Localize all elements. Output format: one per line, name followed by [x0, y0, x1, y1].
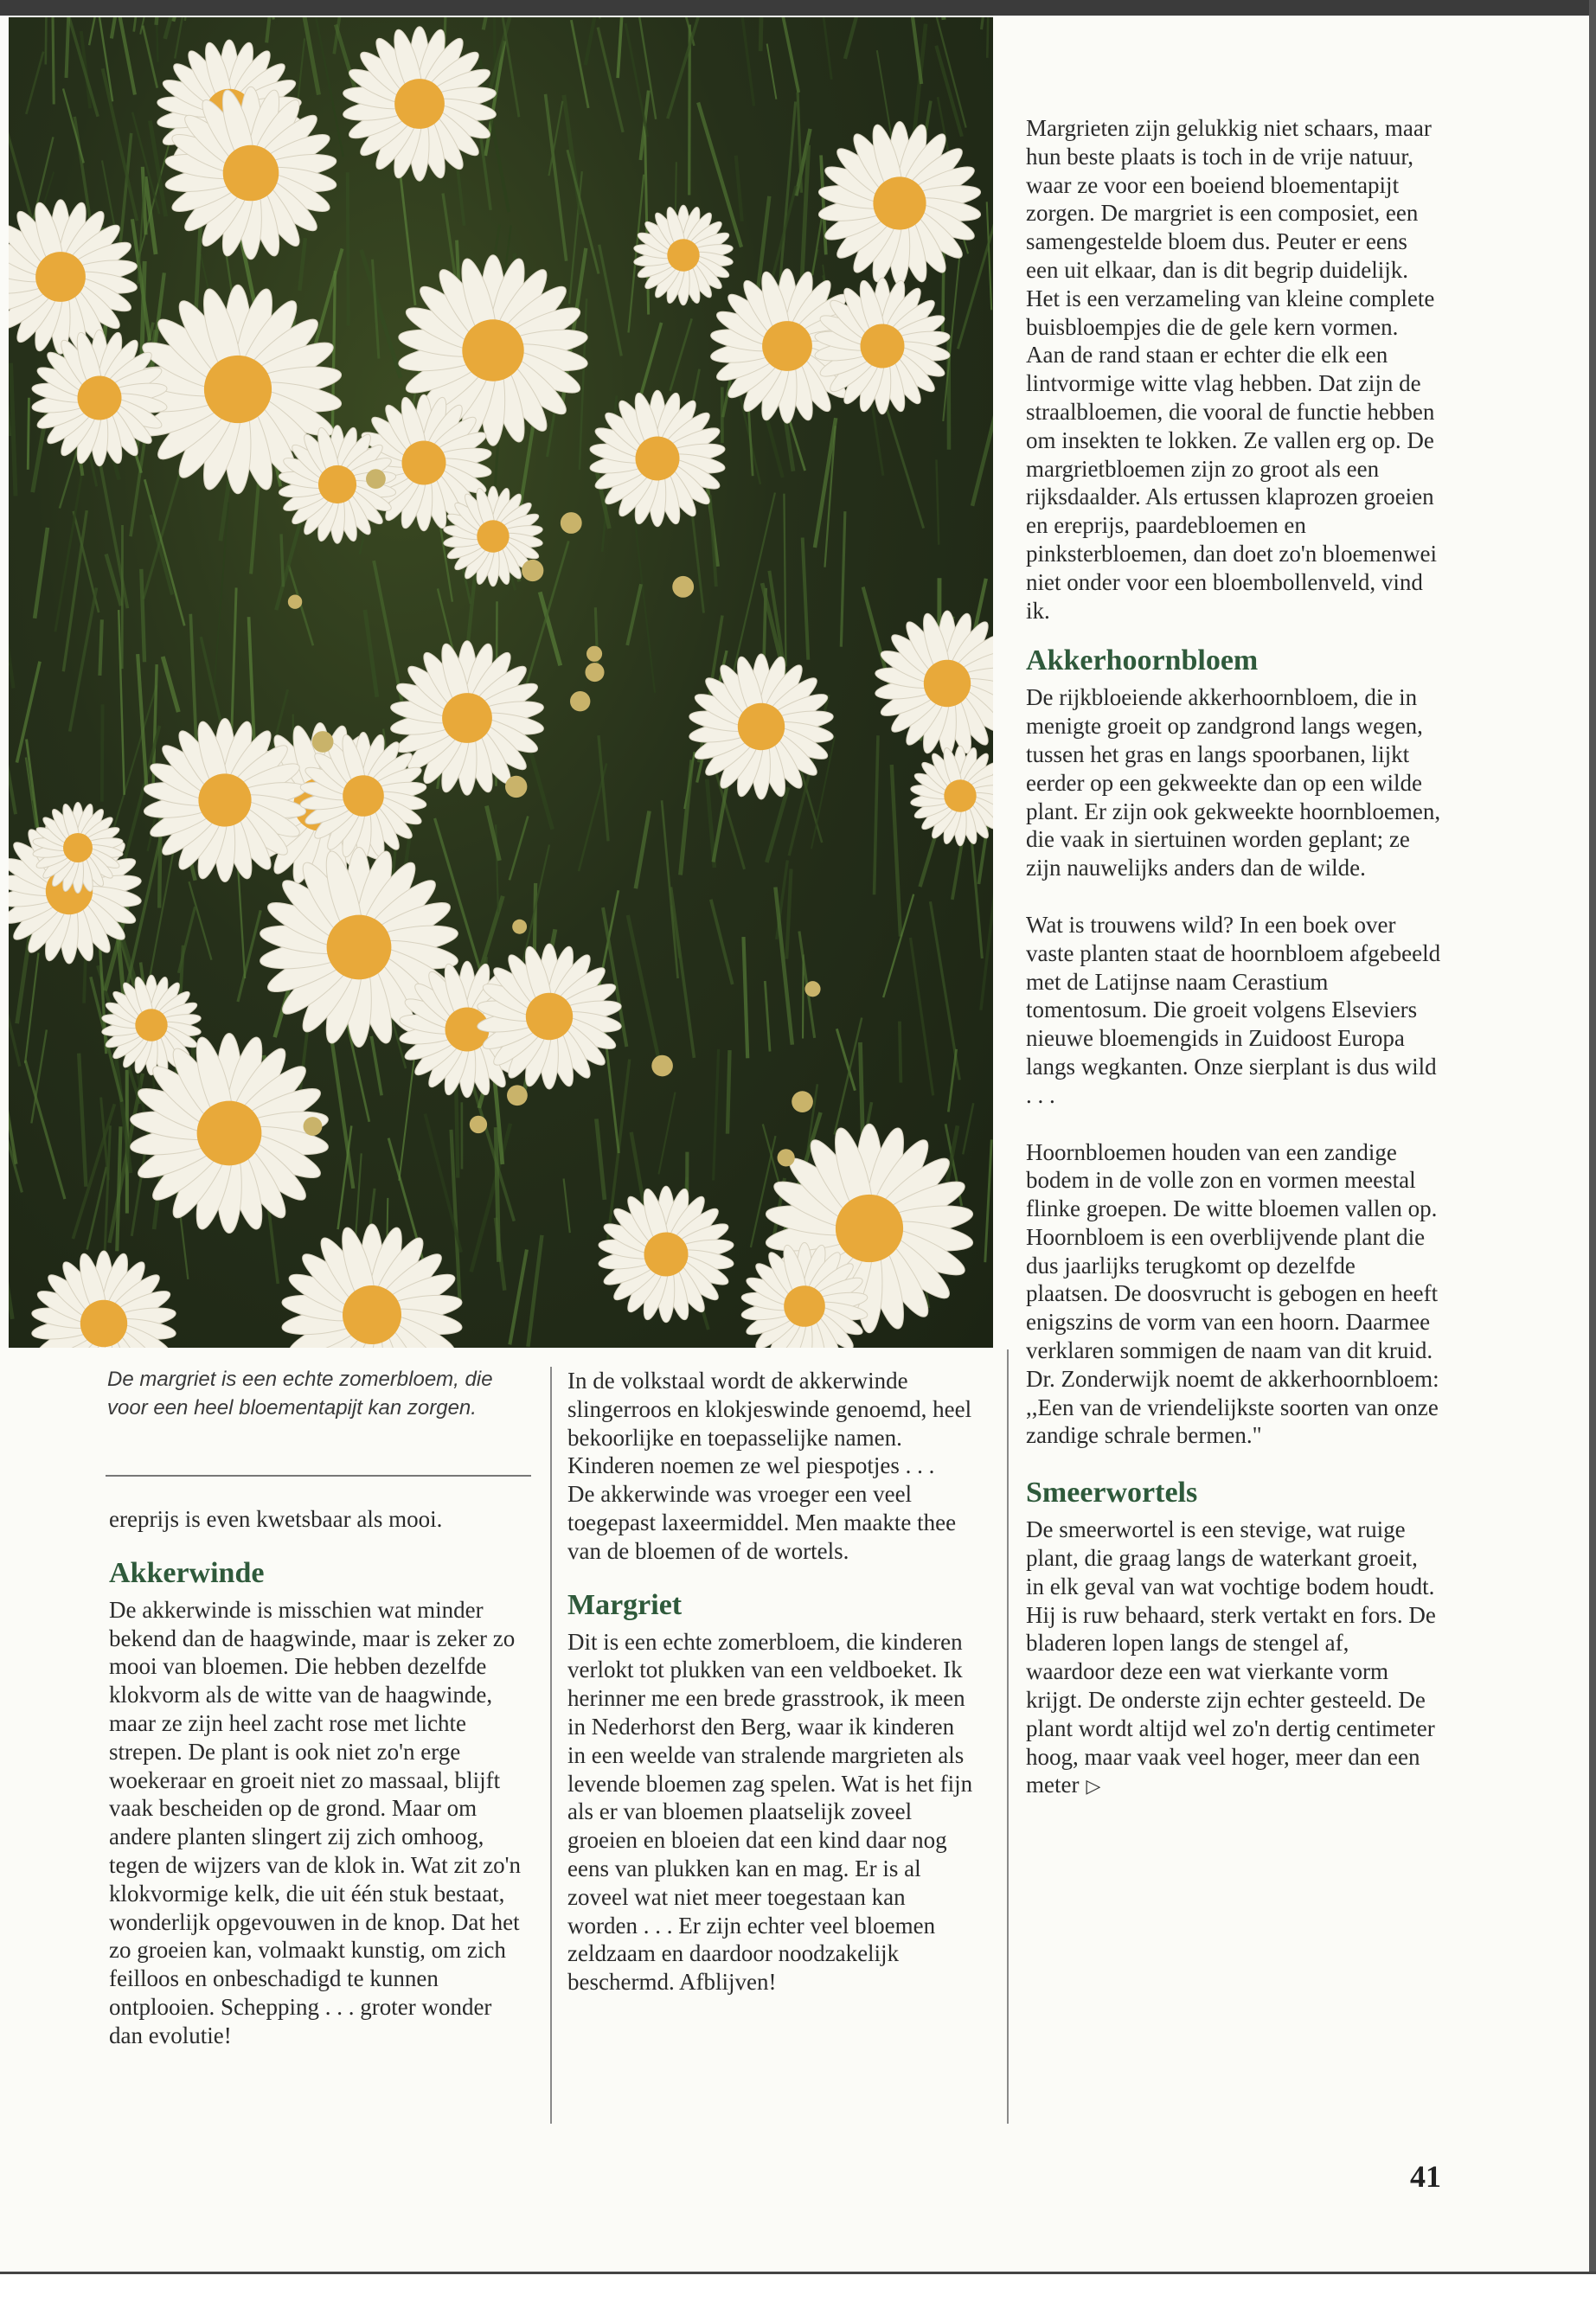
daisy-flower [9, 200, 138, 355]
grass-blade [875, 735, 878, 894]
grass-blade [178, 907, 195, 973]
grass-blade [636, 811, 650, 888]
akkerwinde-laxative-paragraph: De akkerwinde was vroeger een veel toegepast laxeermiddel. Men maakte thee van de bloemen of de wortels. [567, 1481, 957, 1564]
left-intro-line: ereprijs is even kwetsbaar als mooi. [109, 1506, 443, 1532]
grass-blade [151, 515, 173, 595]
grass-blade [596, 1118, 604, 1199]
grass-blade [26, 52, 43, 114]
daisy-flower [598, 1186, 735, 1323]
daisy-bud [585, 663, 604, 682]
margriet-paragraph: Dit is een echte zomerbloem, die kinderen verlokt tot plukken van een veldboeket. Ik herinner me een brede grasstrook, ik meen in Nederhorst den Berg, waar ik kinderen in een weelde van stralende margrieten als levende bloemen zag spelen. Wat is het fijn als er van bloemen plaatselijk zoveel groeien en bloeien dat een kind daar nog eens van plukken kan en mag. Er is al zoveel wat niet meer toegestaan kan worden . . . Er zijn echter veel bloemen zeldzaam en daardoor noodzakelijk beschermd. Afblijven! [567, 1628, 973, 1996]
page-number: 41 [1410, 2159, 1441, 2194]
grass-blade [910, 938, 933, 1095]
grass-blade [734, 492, 775, 671]
grass-blade [117, 1126, 120, 1251]
daisy-bud [804, 981, 820, 997]
grass-blade [185, 17, 193, 21]
grass-blade [9, 984, 16, 1164]
grass-blade [711, 900, 733, 984]
daisy-bud [522, 560, 543, 581]
grass-blade [627, 584, 641, 645]
grass-blade [113, 17, 135, 94]
grass-blade [760, 17, 763, 51]
grass-blade [765, 981, 770, 1052]
grass-blade [933, 17, 944, 20]
grass-blade [251, 481, 259, 574]
grass-blade [714, 1049, 719, 1180]
akkerwinde-names-paragraph: In de volkstaal wordt de akkerwinde slingerroos en klokjeswinde genoemd, heel bekoorlijke en toepasselijke namen. Kinderen noemen ze wel piespotjes . . . [567, 1368, 972, 1479]
grass-blade [599, 17, 612, 18]
daisy-bud [512, 920, 527, 934]
daisy-flower [342, 27, 497, 182]
daisy-flower [874, 611, 993, 756]
daisy-flower [910, 746, 993, 846]
grass-blade [751, 1136, 776, 1247]
grass-blade [144, 463, 183, 599]
grass-blade [670, 887, 694, 1057]
grass-blade [658, 1093, 675, 1175]
daisy-bud [672, 576, 694, 598]
grass-blade [400, 167, 415, 305]
smeerwortels-heading: Smeerwortels [1026, 1477, 1198, 1509]
grass-blade [767, 44, 777, 99]
column-divider-right [1007, 1349, 1009, 2124]
daisy-flower [280, 1224, 464, 1348]
akkerhoornbloem-paragraph-3: Hoornbloemen houden van een zandige bodem in de volle zon en vormen meestal flinke groepen. De witte bloemen vallen op. Hoornbloem is een overblijvende plant die dus jaarlijks terugkomt op dezelfde plaatsen. De doosvrucht is gebogen en heeft enigszins de vorm van een hoorn. Daarmee verklaren sommigen de naam van dit kruid. Dr. Zonderwijk noemt de akkerhoornbloem: ,,Een van de vriendelijkste soorten van onze zandige schrale bermen." [1026, 1138, 1439, 1449]
grass-blade [25, 952, 38, 1063]
left-column [109, 1505, 529, 2050]
akkerhoornbloem-paragraph-1: De rijkbloeiende akkerhoornbloem, die in menigte groeit op zandgrond langs wegen, tussen het gras en langs spoorbanen, lijkt eerder op een gekweekte dan op een wilde plant. Er zijn ook gekweekte hoornbloemen, die vaak in siertuinen worden geplant; ze zijn nauwelijks anders dan de wilde. [1026, 684, 1441, 881]
grass-blade [766, 787, 788, 862]
grass-blade [9, 595, 14, 688]
akkerhoornbloem-heading: Akkerhoornbloem [1026, 644, 1259, 677]
grass-blade [63, 510, 87, 671]
grass-blade [963, 1103, 973, 1154]
grass-blade [987, 202, 991, 310]
scan-edge-bottom [0, 2272, 1596, 2301]
grass-blade [165, 17, 208, 39]
grass-blade [145, 176, 156, 254]
grass-blade [63, 88, 84, 163]
grass-blade [811, 17, 831, 80]
middle-column [567, 1367, 974, 1997]
daisy-photo [9, 17, 993, 1348]
grass-blade [510, 817, 528, 881]
grass-blade [812, 214, 823, 275]
grass-blade [841, 511, 845, 646]
grass-blade [599, 245, 622, 356]
daisy-bud [586, 646, 602, 662]
grass-blade [371, 1036, 381, 1096]
grass-blade [784, 494, 785, 667]
daisy-bud [304, 1117, 323, 1136]
daisy-bud [288, 594, 302, 608]
grass-blade [564, 1179, 570, 1234]
smeerwortels-text: De smeerwortel is een stevige, wat ruige plant, die graag langs de waterkant groeit, in elk geval van wat vochtige bodem houdt. Hij is ruw behaard, sterk vertakt en fors. De bladeren lopen langs de stengel af, waardoor deze een wat vierkante vorm krijgt. De onderste zijn echter gesteeld. De plant wordt altijd wel zo'n dertig centimeter hoog, maar vaak veel hoger, meer dan een meter [1026, 1516, 1436, 1798]
grass-blade [903, 17, 921, 84]
photo-caption: De margriet is een echte zomerbloem, die voor een heel bloementapijt kan zorgen. [107, 1368, 493, 1420]
daisy-flower [817, 122, 982, 285]
grass-blade [281, 534, 283, 586]
grass-blade [681, 760, 692, 875]
grass-blade [35, 528, 48, 619]
grass-blade [985, 1139, 991, 1262]
grass-blade [25, 1061, 65, 1199]
daisy-bud [792, 1091, 813, 1112]
grass-blade [348, 172, 349, 325]
grass-blade [635, 520, 655, 693]
margriet-continued-paragraph: Margrieten zijn gelukkig niet schaars, maar hun beste plaats is toch in de vrije natuur, waar ze voor een boeiend bloementapijt zorgen. De margriet is een composiet, een samengestelde bloem dus. Peuter er eens een uit elkaar, dan is dit begrip duidelijk. Het is een verzameling van kleine complete buisbloempjes die de gele kern vormen. Aan de rand staan er echter die elk een lintvormige witte vlag hebben. Dat zijn de straalbloemen, die vooral de functie hebben om insekten te lokken. Ze vallen erg op. De margrietbloemen zijn zo groot als een rijksdaalder. Als ertussen klaprozen groeien en ereprijs, paardebloemen en pinksterbloemen, dan doet zo'n bloemenwei niet onder voor een bloembollenveld, vind ik. [1026, 115, 1437, 624]
grass-blade [936, 46, 962, 137]
grass-blade [11, 363, 16, 497]
margriet-heading: Margriet [567, 1588, 683, 1621]
grass-blade [150, 120, 165, 216]
grass-blade [528, 1235, 542, 1347]
grass-blade [546, 94, 567, 261]
daisy-bud [505, 776, 527, 798]
grass-blade [362, 250, 401, 378]
grass-blade [173, 17, 222, 22]
right-column-top [1026, 114, 1441, 1802]
grass-blade [299, 238, 305, 291]
grass-blade [618, 17, 623, 78]
grass-blade [144, 479, 184, 625]
grass-blade [141, 569, 144, 662]
daisy-bud [366, 469, 386, 489]
grass-blade [157, 17, 167, 25]
akkerwinde-paragraph: De akkerwinde is misschien wat minder bekend dan de haagwinde, maar is zeker zo mooi van bloemen. Die hebben dezelfde klokvorm als de witte van de haagwinde, maar ze zijn heel zacht rose met lichte strepen. De plant is ook niet zo'n erge woekeraar en groeit niet zo massaal, blijft vaak bescheiden op de grond. Maar om andere planten slingert zij zich omhoog, tegen de wijzers van de klok in. Wat zit zo'n klokvormige kelk, die uit één stuk bestaat, wonderlijk opgevouwen in de knop. Dat het zo groeien kan, volmaakt kunstig, om zich feilloos en onbeschadigd te kunnen ontplooien. Schepping . . . groter wonder dan evolutie! [109, 1596, 522, 2048]
grass-blade [9, 1183, 12, 1319]
grass-blade [266, 17, 285, 42]
akkerwinde-heading: Akkerwinde [109, 1556, 265, 1589]
daisy-bud [778, 1149, 795, 1166]
daisy-bud [312, 731, 334, 753]
grass-blade [510, 1250, 527, 1345]
daisy-field-illustration [9, 17, 993, 1348]
akkerhoornbloem-paragraph-2: Wat is trouwens wild? In een boek over vaste planten staat de hoornbloem afgebeeld met de Latijnse naam Cerastium tomentosum. Die groeit volgens Elseviers nieuwe bloemengids in Zuidoost Europa langs wegkanten. Onze sierplant is dus wild . . . [1026, 911, 1441, 1108]
grass-blade [987, 17, 990, 58]
grass-blade [331, 1035, 354, 1189]
grass-blade [647, 17, 694, 46]
grass-blade [972, 359, 993, 506]
grass-blade [496, 1127, 498, 1262]
grass-blade [786, 868, 791, 958]
daisy-bud [561, 512, 582, 534]
grass-blade [102, 704, 103, 801]
grass-blade [628, 915, 662, 1071]
grass-blade [99, 619, 101, 676]
grass-blade [163, 657, 178, 712]
grass-blade [9, 681, 16, 814]
grass-blade [103, 68, 138, 221]
grass-blade [580, 298, 586, 470]
grass-blade [260, 17, 274, 19]
grass-blade [743, 937, 747, 1058]
grass-blade [55, 468, 83, 631]
grass-blade [772, 186, 796, 280]
daisy-bud [470, 1116, 487, 1133]
grass-blade [332, 271, 335, 450]
grass-blade [948, 1049, 956, 1112]
grass-blade [803, 538, 809, 660]
grass-blade [292, 17, 319, 95]
grass-blade [46, 17, 48, 65]
grass-blade [670, 318, 692, 391]
grass-blade [143, 26, 157, 88]
grass-blade [365, 610, 377, 697]
column-divider-left [550, 1367, 552, 2124]
smeerwortels-paragraph [1026, 1516, 1441, 1802]
grass-blade [727, 1050, 730, 1134]
grass-blade [900, 1022, 901, 1083]
grass-blade [52, 17, 54, 104]
scan-edge-right [1589, 0, 1596, 2301]
grass-blade [740, 17, 754, 106]
daisy-bud [570, 691, 590, 711]
grass-blade [79, 1054, 86, 1187]
grass-blade [845, 17, 860, 59]
daisy-flower [688, 654, 834, 799]
continue-arrow-icon: ▷ [1086, 1776, 1101, 1798]
grass-blade [763, 1124, 780, 1185]
scan-edge-top [0, 0, 1596, 16]
daisy-bud [507, 1085, 528, 1106]
grass-blade [736, 156, 742, 221]
daisy-bud [651, 1055, 673, 1077]
grass-blade [28, 398, 29, 470]
grass-blade [815, 418, 836, 548]
grass-blade [892, 765, 901, 937]
grass-blade [936, 459, 939, 544]
grass-blade [486, 806, 499, 861]
daisy-flower [30, 1251, 176, 1348]
daisy-flower [589, 390, 727, 527]
caption-rule [106, 1475, 531, 1477]
